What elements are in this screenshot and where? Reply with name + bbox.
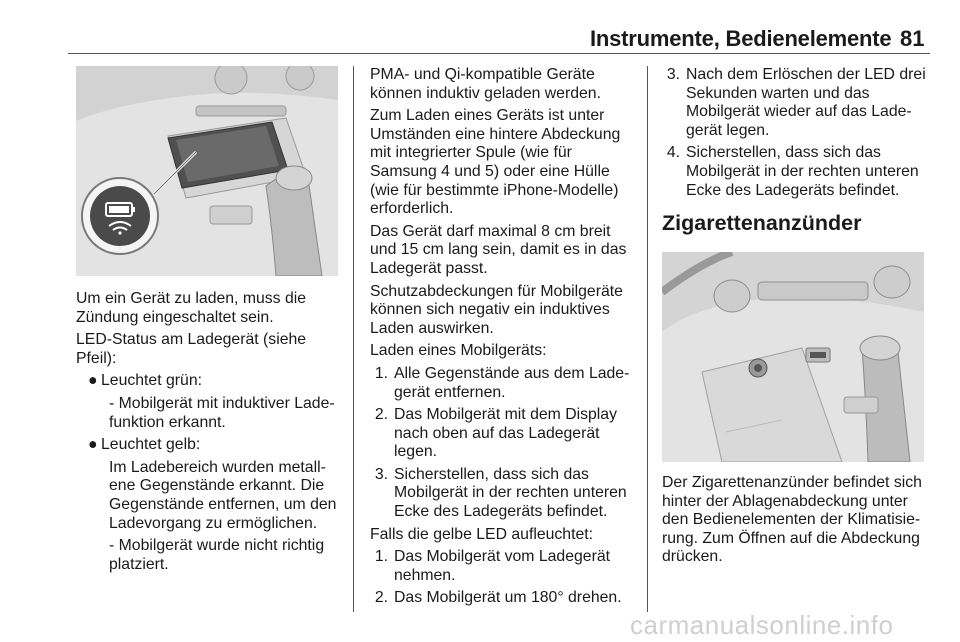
lighter-description: Der Zigarettenanzünder befindet sich hinter der Ablagenabdeckung unter den Bedienelementen der Klimatisie-rung. Zum Öffnen auf die Abdeckung drücken. xyxy=(662,474,922,566)
page-title: Instrumente, Bedienelemente xyxy=(590,26,892,51)
right-column-description xyxy=(662,474,930,571)
list-item: 3. Sicherstellen, dass sich das Mobilgerät in der rechten unteren Ecke des Ladegeräts befindet. xyxy=(374,465,627,521)
list-item: 2. Das Mobilgerät mit dem Display nach oben auf das Ladegerät legen. xyxy=(374,406,617,461)
column-divider-right xyxy=(647,66,648,612)
bullet-label: Leuchtet grün: xyxy=(101,372,202,390)
intro-paragraph: Um ein Gerät zu laden, muss die Zündung eingeschaltet sein. xyxy=(76,290,307,326)
bullet-detail: - Mobilgerät mit induktiver Lade-funktion erkannt. xyxy=(109,394,335,431)
watermark: carmanualsonline.info xyxy=(630,610,894,640)
bullet-item-green xyxy=(76,372,346,391)
bullet-detail: Im Ladebereich wurden metall-ene Gegenstände erkannt. Die Gegenstände entfernen, um den Ladevorgang zu ermöglichen. xyxy=(109,458,337,532)
page-number: 81 xyxy=(900,26,925,51)
right-column xyxy=(662,66,928,243)
header-divider xyxy=(68,53,930,54)
list-item: 1. Das Mobilgerät vom Ladegerät nehmen. xyxy=(374,548,611,584)
cigarette-lighter-drawing xyxy=(662,252,924,462)
bullet-icon: ● xyxy=(88,436,98,454)
section-heading: Zigarettenanzünder xyxy=(662,211,862,236)
cigarette-lighter-illustration xyxy=(662,252,924,462)
yellow-led-heading: Falls die gelbe LED aufleuchtet: xyxy=(370,525,594,543)
paragraph: Zum Laden eines Geräts ist unter Umständen eine hintere Abdeckung mit integrierter Spule (wie für Samsung 4 und 5) oder eine Hülle (wie für bestimmte iPhone-Modelle) erforderlich. xyxy=(370,107,621,218)
list-item: 4. Sicherstellen, dass sich das Mobilgerät in der rechten unteren Ecke des Ladegeräts befindet. xyxy=(666,144,919,199)
led-status-paragraph: LED-Status am Ladegerät (siehe Pfeil): xyxy=(76,331,307,367)
left-column xyxy=(76,290,346,578)
wireless-charger-drawing xyxy=(76,66,338,276)
list-item: 2. Das Mobilgerät um 180° drehen. xyxy=(374,589,622,607)
bullet-detail: - Mobilgerät wurde nicht richtig platziert. xyxy=(109,537,325,573)
paragraph: Das Gerät darf maximal 8 cm breit und 15 cm lang sein, damit es in das Ladegerät passt. xyxy=(370,222,627,277)
list-item: 3. Nach dem Erlöschen der LED drei Sekunden warten und das Mobilgerät wieder auf das Lade-gerät legen. xyxy=(666,66,926,139)
bullet-item-yellow xyxy=(76,436,346,455)
bullet-icon: ● xyxy=(88,372,98,390)
bullet-label: Leuchtet gelb: xyxy=(101,436,201,454)
middle-column xyxy=(370,66,638,612)
steps-heading: Laden eines Mobilgeräts: xyxy=(370,342,547,360)
paragraph: Schutzabdeckungen für Mobilgeräte können sich negativ ein induktives Laden auswirken. xyxy=(370,282,623,337)
paragraph: PMA- und Qi-kompatible Geräte können induktiv geladen werden. xyxy=(370,66,601,102)
column-divider-left xyxy=(353,66,354,612)
wireless-charger-illustration xyxy=(76,66,338,276)
list-item: 1. Alle Gegenstände aus dem Lade-gerät entfernen. xyxy=(374,364,630,401)
page-header xyxy=(0,0,960,56)
